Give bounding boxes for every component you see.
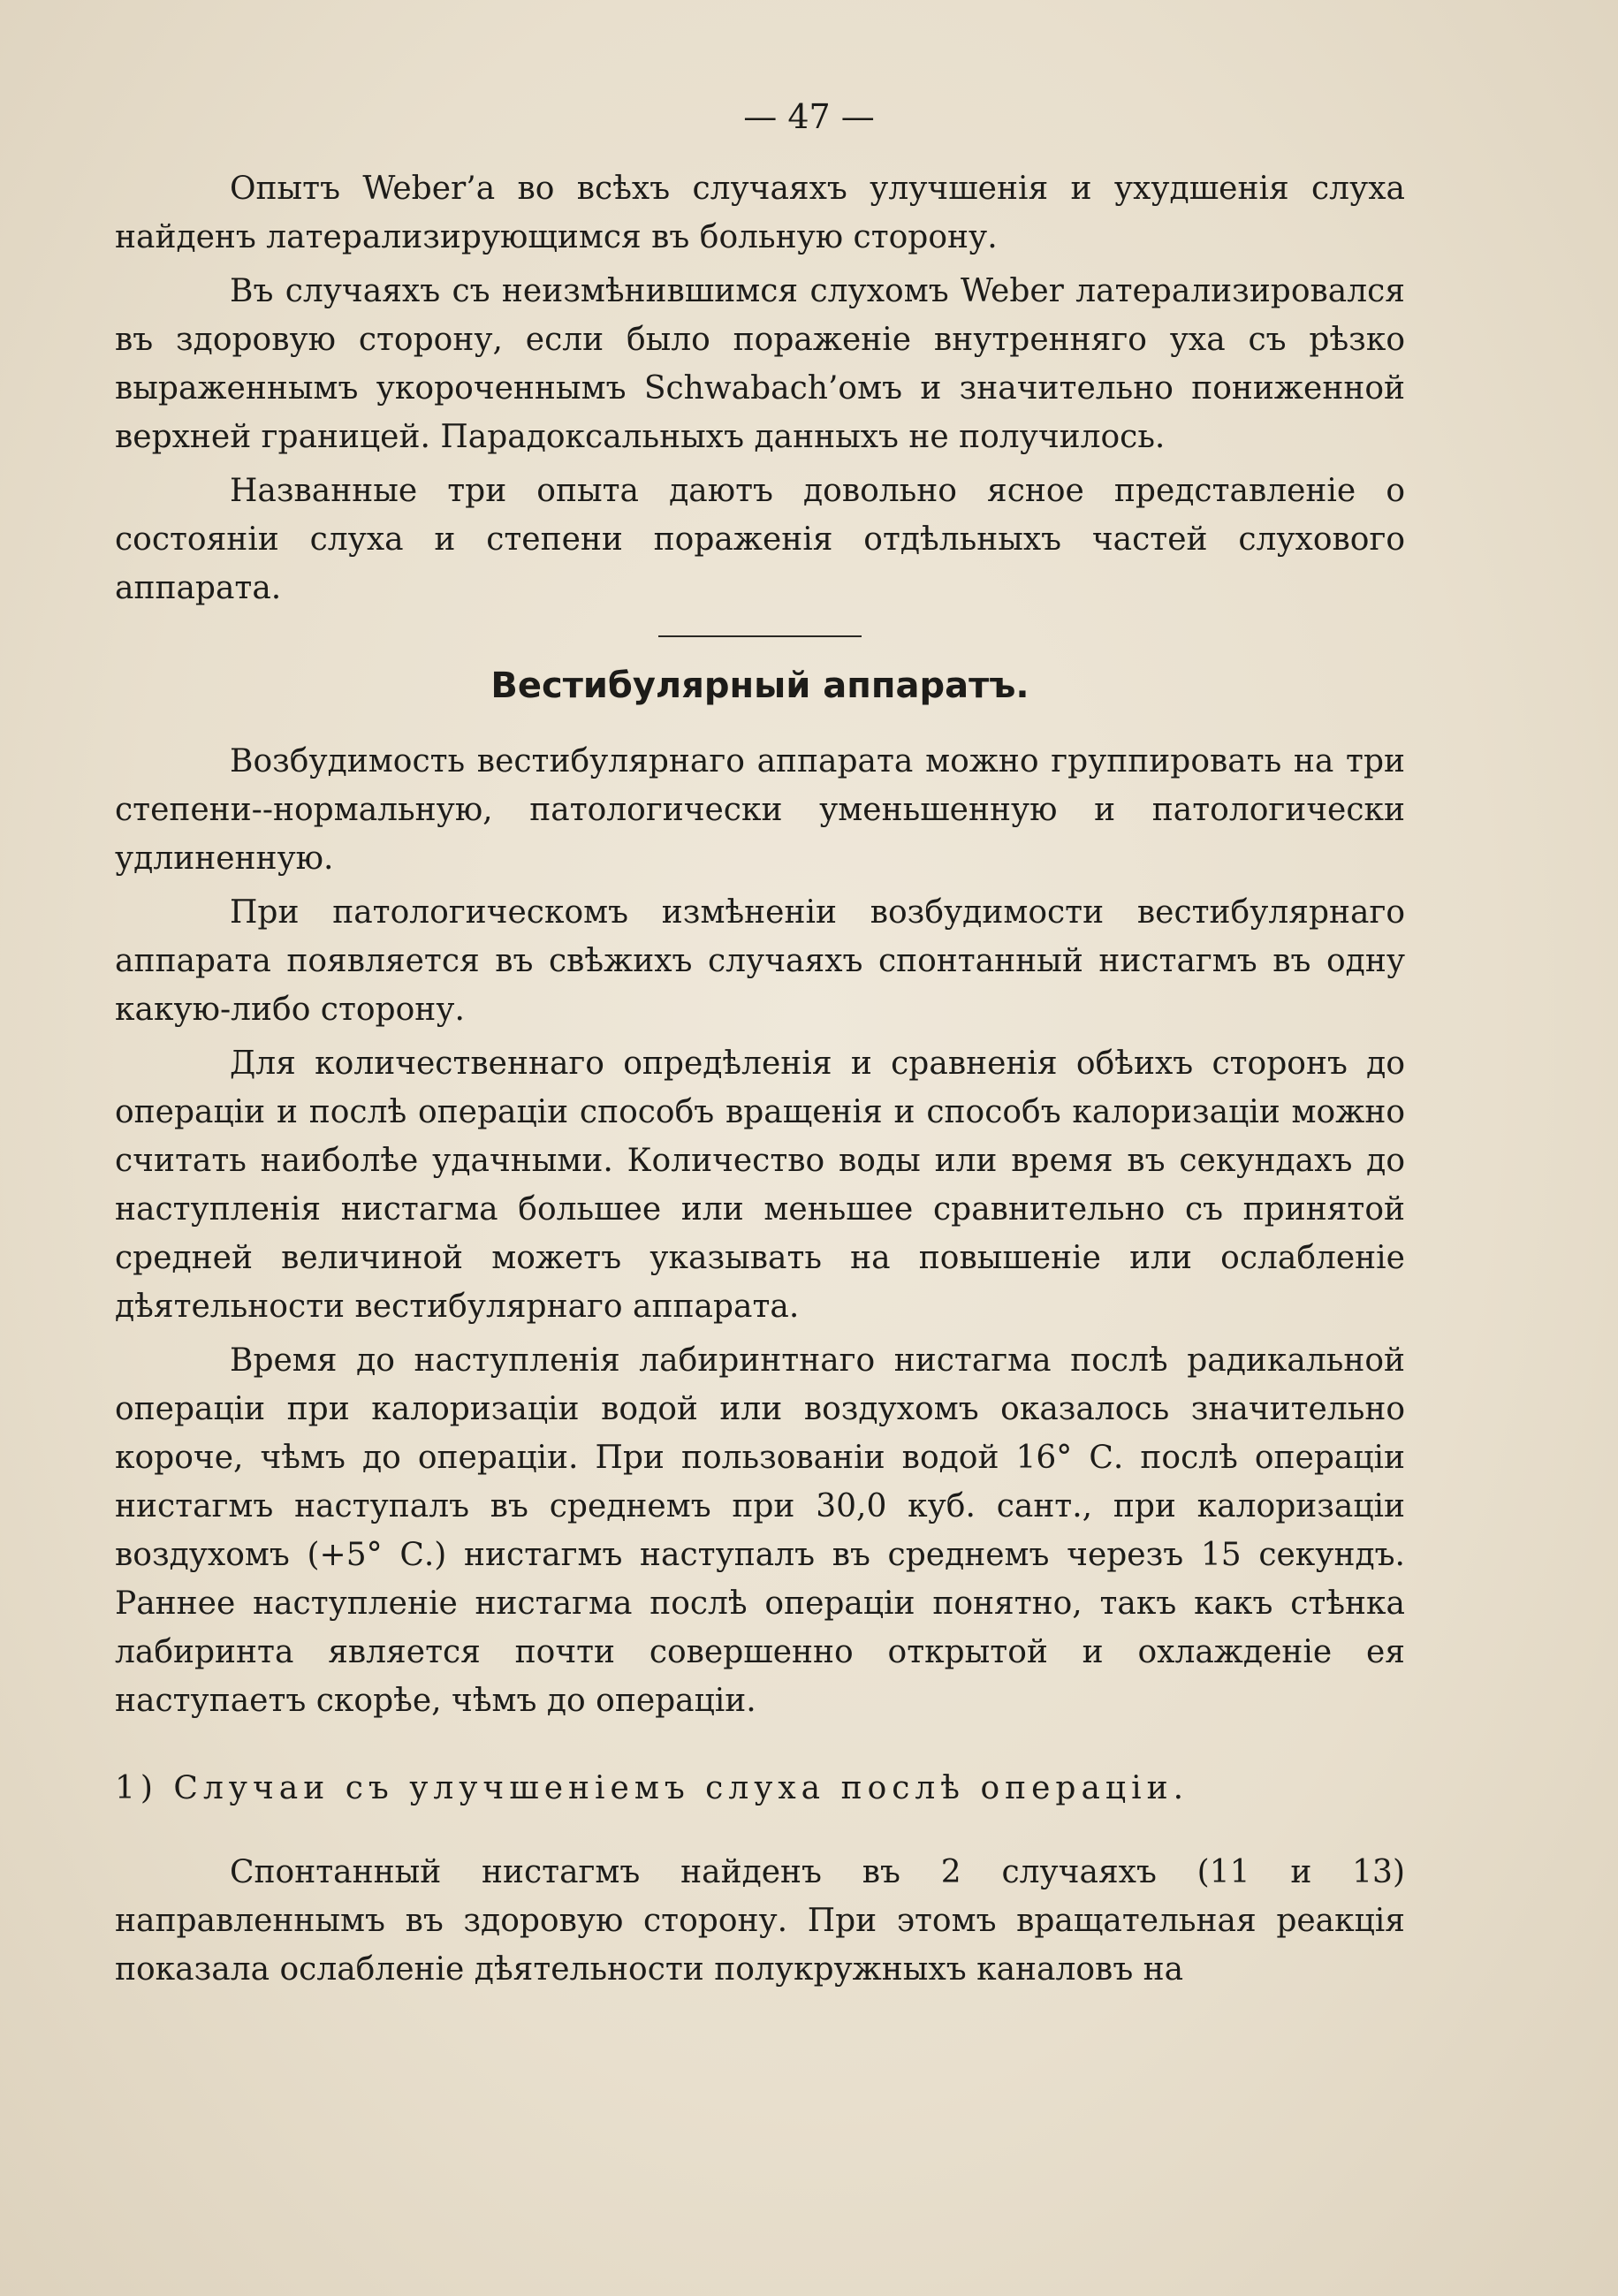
- page-number: — 47 —: [743, 97, 875, 136]
- paragraph-excitability-degrees: Возбудимость вестибулярнаго аппарата можно группировать на три степени--нормальную, патологически уменьшенную и патологически удлиненную.: [115, 743, 1405, 877]
- subsection-heading: 1) Случаи съ улучшеніемъ слуха послѣ операціи.: [115, 1770, 1189, 1806]
- section-divider: [658, 635, 862, 637]
- paragraph-weber-result: Опытъ Weber’a во всѣхъ случаяхъ улучшенія и ухудшенія слуха найденъ латерализирующимся въ больную сторону.: [115, 171, 1405, 255]
- paragraph-three-tests-summary: Названные три опыта даютъ довольно ясное представленіе о состояніи слуха и степени пораженія отдѣльныхъ частей слухового аппарата.: [115, 473, 1405, 606]
- page-body: [115, 164, 1405, 1999]
- paragraph-cases-spontaneous-nystagmus: Спонтанный нистагмъ найденъ въ 2 случаяхъ (11 и 13) направленнымъ въ здоровую сторону. При этомъ вращательная реакція показала ослабленіе дѣятельности полукружныхъ каналовъ на: [115, 1854, 1405, 1988]
- section-heading: Вестибулярный аппаратъ.: [490, 665, 1029, 706]
- paragraph-caloric-timing: Время до наступленія лабиринтнаго нистагма послѣ радикальной операціи при калоризаціи водой или воздухомъ оказалось значительно короче, чѣмъ до операціи. При пользованіи водой 16° С. послѣ операціи нистагмъ наступалъ въ среднемъ при 30,0 куб. сант., при калоризаціи воздухомъ (+5° С.) нистагмъ наступалъ въ среднемъ черезъ 15 секундъ. Раннее наступленіе нистагма послѣ операціи понятно, такъ какъ стѣнка лабиринта является почти совершенно открытой и охлажденіе ея наступаетъ скорѣе, чѣмъ до операціи.: [115, 1342, 1405, 1719]
- paragraph-spontaneous-nystagmus: При патологическомъ измѣненіи возбудимости вестибулярнаго аппарата появляется въ свѣжихъ случаяхъ спонтанный нистагмъ въ одну какую-либо сторону.: [115, 894, 1405, 1028]
- paragraph-rotation-caloric-methods: Для количественнаго опредѣленія и сравненія обѣихъ сторонъ до операціи и послѣ операціи способъ вращенія и способъ калоризаціи можно считать наиболѣе удачными. Количество воды или время въ секундахъ до наступленія нистагма большее или меньшее сравнительно съ принятой средней величиной можетъ указывать на повышеніе или ослабленіе дѣятельности вестибулярнаго аппарата.: [115, 1045, 1405, 1325]
- paragraph-weber-unchanged-hearing: Въ случаяхъ съ неизмѣнившимся слухомъ Weber латерализировался въ здоровую сторону, если было пораженіе внутренняго уха съ рѣзко выраженнымъ укороченнымъ Schwabach’омъ и значительно пониженной верхней границей. Парадоксальныхъ данныхъ не получилось.: [115, 273, 1405, 455]
